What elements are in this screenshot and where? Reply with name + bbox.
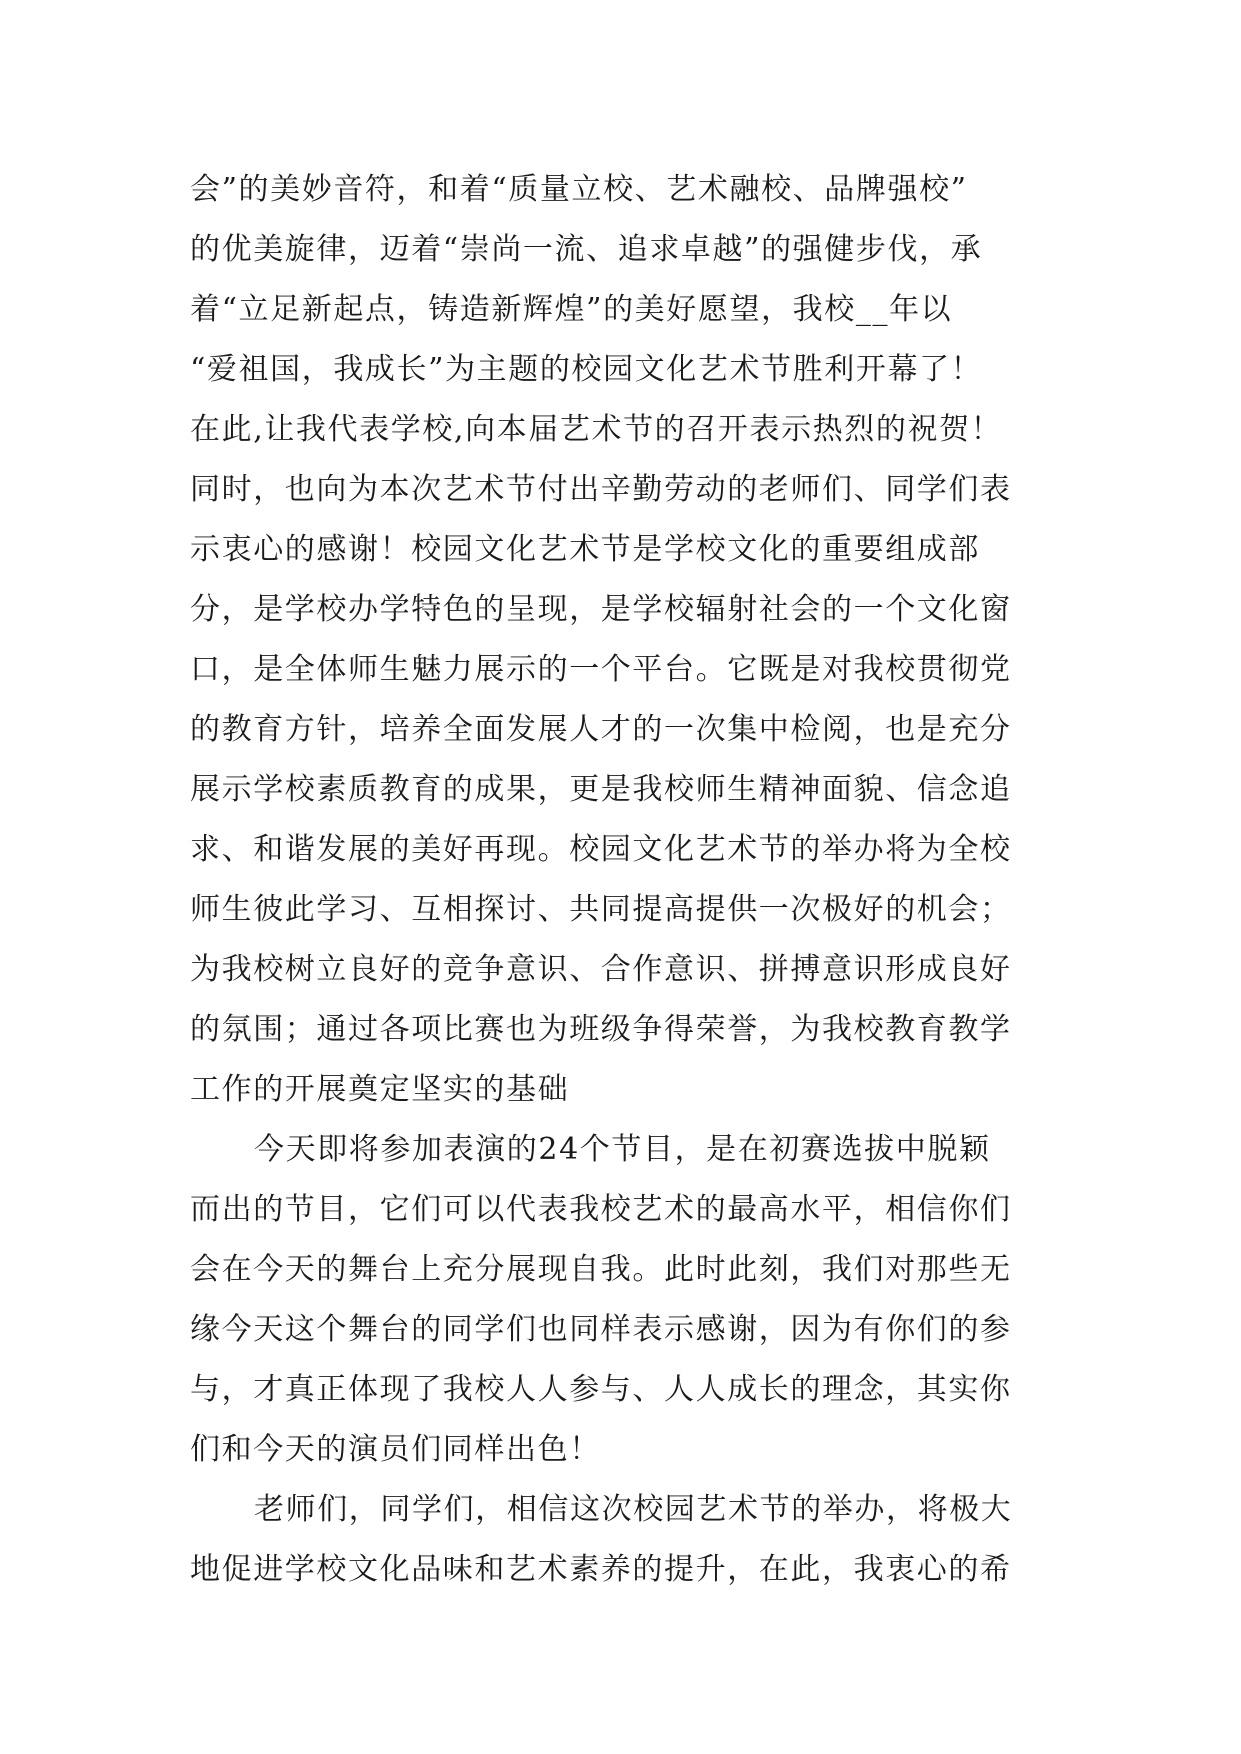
- text-line: 地促进学校文化品味和艺术素养的提升，在此，我衷心的希: [190, 1552, 1012, 1587]
- text-line: 而出的节目，它们可以代表我校艺术的最高水平，相信你们: [190, 1192, 1012, 1227]
- text-line: 会在今天的舞台上充分展现自我。此时此刻，我们对那些无: [190, 1252, 1012, 1287]
- text-line: 展示学校素质教育的成果，更是我校师生精神面貌、信念追: [190, 772, 1012, 807]
- text-line: 与，才真正体现了我校人人参与、人人成长的理念，其实你: [190, 1372, 1012, 1407]
- text-line: 示衷心的感谢！校园文化艺术节是学校文化的重要组成部: [190, 532, 980, 567]
- text-line: 缘今天这个舞台的同学们也同样表示感谢，因为有你们的参: [190, 1312, 1012, 1347]
- text-line: 的氛围；通过各项比赛也为班级争得荣誉，为我校教育教学: [190, 1012, 1012, 1047]
- text-line: 工作的开展奠定坚实的基础: [190, 1072, 570, 1107]
- text-line: 师生彼此学习、互相探讨、共同提高提供一次极好的机会；: [190, 892, 1012, 927]
- text-line: 为我校树立良好的竞争意识、合作意识、拼搏意识形成良好: [190, 952, 1012, 987]
- text-line: 的教育方针，培养全面发展人才的一次集中检阅，也是充分: [190, 712, 1012, 747]
- paragraph-start-line: 老师们，同学们，相信这次校园艺术节的举办，将极大: [254, 1492, 1013, 1527]
- text-line: 分，是学校办学特色的呈现，是学校辐射社会的一个文化窗: [190, 592, 1012, 627]
- text-line: 着“立足新起点，铸造新辉煌”的美好愿望，我校__年以: [190, 292, 953, 327]
- document-body: [190, 160, 1052, 1600]
- text-line: 在此,让我代表学校,向本届艺术节的召开表示热烈的祝贺！: [190, 412, 1003, 447]
- text-line: 的优美旋律，迈着“崇尚一流、追求卓越”的强健步伐，承: [190, 232, 983, 267]
- text-line: 们和今天的演员们同样出色！: [190, 1432, 601, 1467]
- text-line: 口，是全体师生魅力展示的一个平台。它既是对我校贯彻党: [190, 652, 1012, 687]
- text-line: 会”的美妙音符，和着“质量立校、艺术融校、品牌强校”: [190, 172, 968, 207]
- paragraph-start-line: 今天即将参加表演的24个节目，是在初赛选拔中脱颖: [254, 1132, 991, 1167]
- text-line: 求、和谐发展的美好再现。校园文化艺术节的举办将为全校: [190, 832, 1012, 867]
- text-line: 同时，也向为本次艺术节付出辛勤劳动的老师们、同学们表: [190, 472, 1012, 507]
- text-line: “爱祖国，我成长”为主题的校园文化艺术节胜利开幕了！: [190, 352, 983, 387]
